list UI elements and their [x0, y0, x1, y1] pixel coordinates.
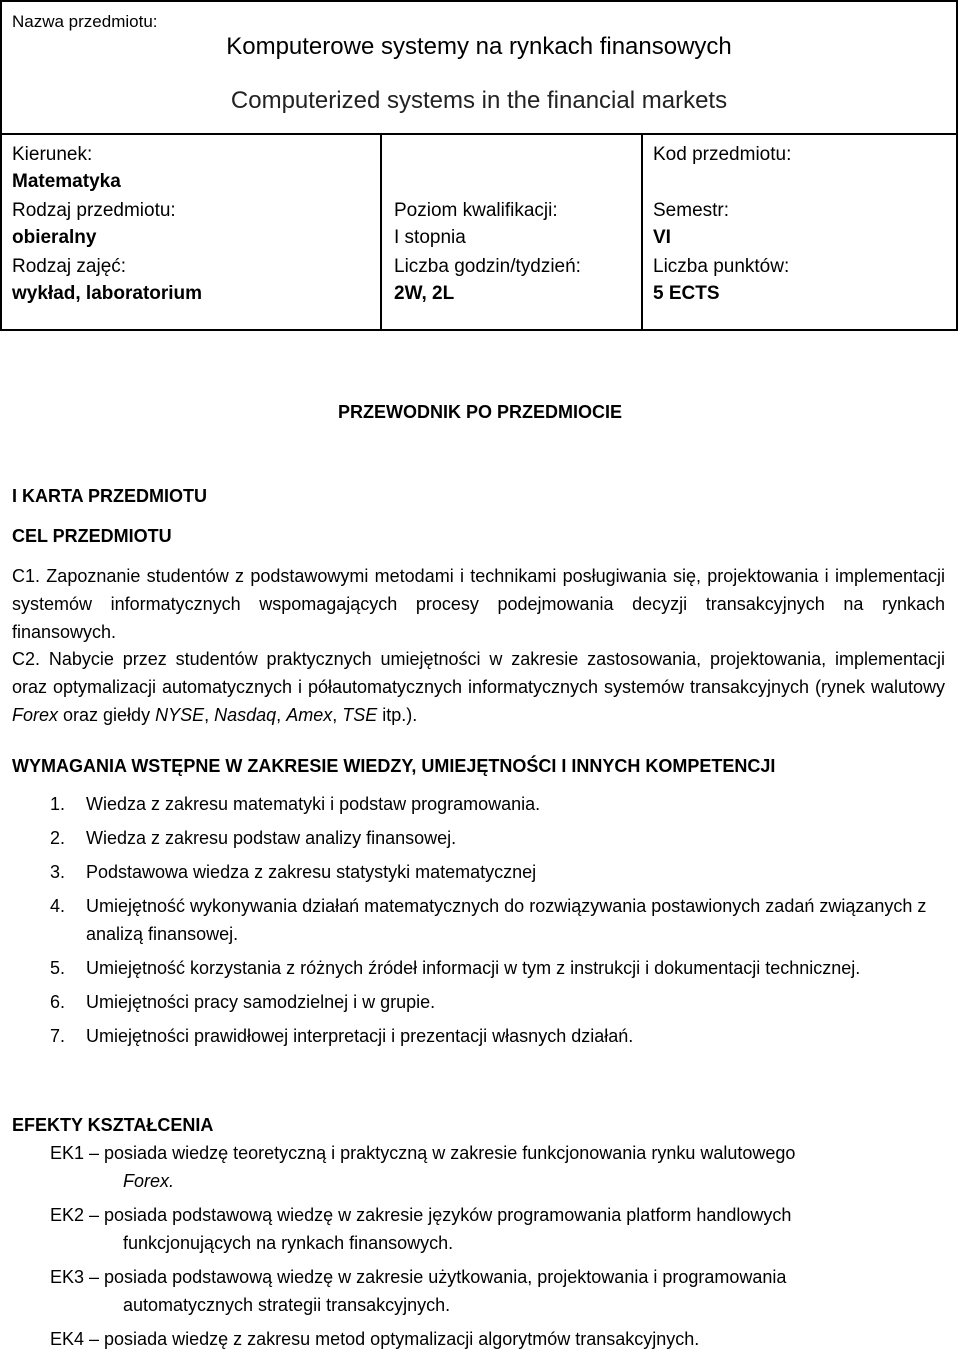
goal-c2: C2. Nabycie przez studentów praktycznych umiejętności w zakresie zastosowania, projektowania, implementacji oraz optymalizacji automatycznych i półautomatycznych informatycznych systemów transakcyjnych (rynek walutowy Forex oraz giełdy NYSE, Nasdaq, Amex, TSE itp.). — [12, 649, 945, 725]
list-item: 7. Umiejętności prawidłowej interpretacji i prezentacji własnych działań. — [50, 1026, 634, 1046]
course-info-column-2 — [382, 135, 643, 329]
list-item: 4. Umiejętność wykonywania działań matematycznych do rozwiązywania postawionych zadań związanych z analizą finansowej. — [50, 896, 927, 944]
course-info-column-1 — [2, 135, 382, 329]
punkty-value: 5 ECTS — [653, 283, 720, 304]
course-title-cell — [2, 2, 956, 135]
godziny-value: 2W, 2L — [394, 283, 455, 304]
list-item: 6. Umiejętności pracy samodzielnej i w grupie. — [50, 992, 436, 1012]
requirements-list — [12, 790, 945, 1056]
outcome-ek4: EK4 – posiada wiedzę z zakresu metod optymalizacji algorytmów transakcyjnych. — [50, 1329, 700, 1349]
rodzaj-zajec-value: wykład, laboratorium — [12, 283, 203, 304]
course-header-table — [0, 0, 958, 331]
kod-label: Kod przedmiotu: — [653, 144, 792, 165]
course-title-polish: Komputerowe systemy na rynkach finansowych — [226, 33, 732, 60]
rodzaj-zajec-label: Rodzaj zajęć: — [12, 256, 127, 277]
card-heading: I KARTA PRZEDMIOTU — [12, 486, 207, 506]
guide-heading: PRZEWODNIK PO PRZEDMIOCIE — [337, 402, 622, 422]
outcomes-list — [50, 1139, 945, 1359]
outcome-ek1: EK1 – posiada wiedzę teoretyczną i praktyczną w zakresie funkcjonowania rynku walutowego Forex. — [50, 1143, 796, 1191]
outcome-ek2: EK2 – posiada podstawową wiedzę w zakresie języków programowania platform handlowych funkcjonujących na rynkach finansowych. — [50, 1205, 792, 1253]
subject-name-label: Nazwa przedmiotu: — [12, 12, 158, 31]
goal-heading: CEL PRZEDMIOTU — [12, 526, 172, 546]
list-item: 2. Wiedza z zakresu podstaw analizy finansowej. — [50, 828, 457, 848]
list-item: 1. Wiedza z zakresu matematyki i podstaw programowania. — [50, 794, 541, 814]
godziny-label: Liczba godzin/tydzień: — [394, 256, 581, 277]
semestr-value: VI — [653, 227, 671, 248]
goal-c1: C1. Zapoznanie studentów z podstawowymi metodami i technikami posługiwania się, projektowania i implementacji systemów informatycznych wspomagających procesy podejmowania decyzji transakcyjnych na rynkach finansowych. — [12, 566, 945, 642]
kierunek-value: Matematyka — [12, 171, 121, 192]
semestr-label: Semestr: — [653, 200, 730, 221]
course-title-english: Computerized systems in the financial markets — [230, 87, 728, 114]
list-item: 3. Podstawowa wiedza z zakresu statystyki matematycznej — [50, 862, 537, 882]
rodzaj-przedmiotu-value: obieralny — [12, 227, 97, 248]
poziom-value: I stopnia — [394, 227, 466, 248]
punkty-label: Liczba punktów: — [653, 256, 790, 277]
list-item: 5. Umiejętność korzystania z różnych źródeł informacji w tym z instrukcji i dokumentacji technicznej. — [50, 958, 861, 978]
kierunek-label: Kierunek: — [12, 144, 93, 165]
requirements-heading: WYMAGANIA WSTĘPNE W ZAKRESIE WIEDZY, UMIEJĘTNOŚCI I INNYCH KOMPETENCJI — [12, 756, 776, 776]
poziom-label: Poziom kwalifikacji: — [394, 200, 558, 221]
outcome-ek3: EK3 – posiada podstawową wiedzę w zakresie użytkowania, projektowania i programowania automatycznych strategii transakcyjnych. — [50, 1267, 787, 1315]
outcomes-heading: EFEKTY KSZTAŁCENIA — [12, 1115, 214, 1135]
rodzaj-przedmiotu-label: Rodzaj przedmiotu: — [12, 200, 176, 221]
course-info-column-3 — [643, 135, 956, 329]
